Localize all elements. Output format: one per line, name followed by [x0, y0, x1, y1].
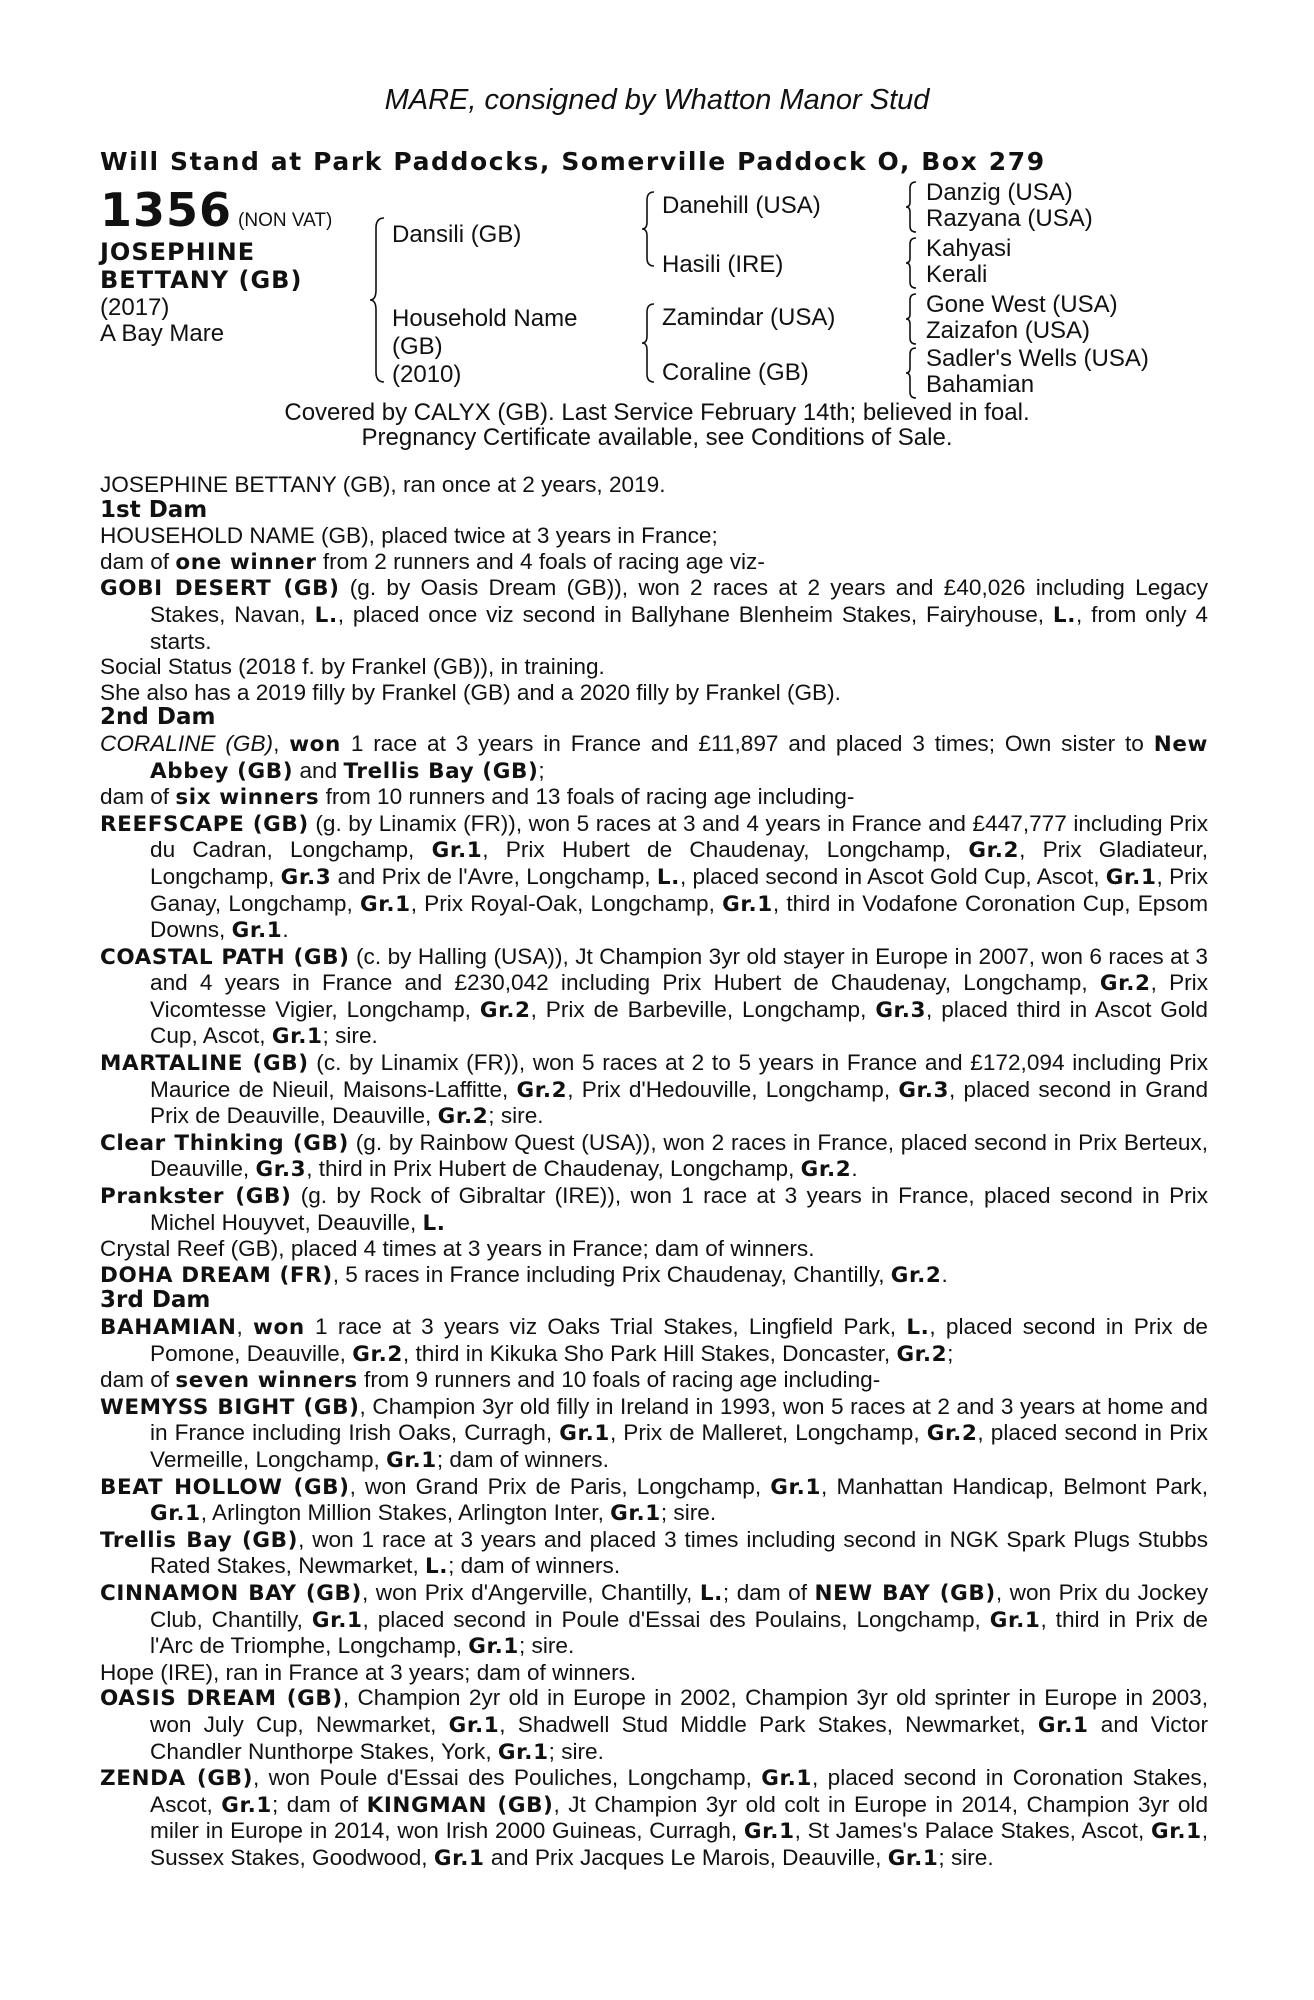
- produce-doha-dream: DOHA DREAM (FR), 5 races in France including Prix Chaudenay, Chantilly, Gr.2.: [100, 1261, 948, 1288]
- pedigree-brace-dd: [904, 346, 920, 400]
- pedigree-dds: Sadler's Wells (USA): [926, 345, 1149, 372]
- pedigree-sire-sire: Danehill (USA): [662, 192, 821, 219]
- produce-cinnamon-bay: CINNAMON BAY (GB), won Prix d'Angerville, Chantilly, L.; dam of NEW BAY (GB), won Prix du Jockey Club, Chantilly, Gr.1, placed second in Poule d'Essai des Poulains, Longchamp, Gr.1, third in Prix de l'Arc de Triomphe, Longchamp, Gr.1; sire.: [100, 1579, 1208, 1660]
- produce-clear-thinking: Clear Thinking (GB) (g. by Rainbow Quest (USA)), won 2 races in France, placed second in Prix Berteux, Deauville, Gr.3, third in Prix Hubert de Chaudenay, Longchamp, Gr.2.: [100, 1129, 1208, 1183]
- produce-martaline: MARTALINE (GB) (c. by Linamix (FR)), won 5 races at 2 to 5 years in France and £172,094 including Prix Maurice de Nieuil, Maisons-Laffitte, Gr.2, Prix d'Hedouville, Longchamp, Gr.3, placed second in Grand Prix de Deauville, Deauville, Gr.2; sire.: [100, 1050, 1209, 1130]
- produce-gobi-desert: GOBI DESERT (GB) (g. by Oasis Dream (GB)), won 2 races at 2 years and £40,026 including Legacy Stakes, Navan, L., placed once viz second in Ballyhane Blenheim Stakes, Fairyhouse, L., from only 4 starts.: [100, 575, 1209, 654]
- pedigree-sss: Danzig (USA): [926, 179, 1073, 206]
- pedigree-dam-line3: (2010): [392, 361, 462, 388]
- dam1-produce-line: dam of one winner from 2 runners and 4 foals of racing age viz-: [100, 548, 765, 575]
- pedigree-dss: Gone West (USA): [926, 291, 1118, 318]
- pedigree-brace-sire: [640, 190, 658, 268]
- pedigree-brace-main: [368, 216, 388, 384]
- produce-zenda: ZENDA (GB), won Poule d'Essai des Pouliches, Longchamp, Gr.1, placed second in Coronation Stakes, Ascot, Gr.1; dam of KINGMAN (GB), Jt Champion 3yr old colt in Europe in 2014, Champion 3yr old miler in Europe in 2014, won Irish 2000 Guineas, Curragh, Gr.1, St James's Palace Stakes, Ascot, Gr.1, Sussex Stakes, Goodwood, Gr.1 and Prix Jacques Le Marois, Deauville, Gr.1; sire.: [100, 1765, 1209, 1871]
- pedigree-dam-line2: (GB): [392, 333, 443, 360]
- produce-prankster: Prankster (GB) (g. by Rock of Gibraltar (IRE)), won 1 race at 3 years in France, placed second in Prix Michel Houyvet, Deauville, L.: [100, 1183, 1208, 1236]
- dam2-produce-line: dam of six winners from 10 runners and 13 foals of racing age including-: [100, 784, 855, 811]
- pedigree-brace-ss: [904, 180, 920, 234]
- produce-coastal-path: COASTAL PATH (GB) (c. by Halling (USA)), Jt Champion 3yr old stayer in Europe in 2007, won 6 races at 3 and 4 years in France and £230,042 including Prix Hubert de Chaudenay, Longchamp, Gr.2, Prix Vicomtesse Vigier, Longchamp, Gr.2, Prix de Barbeville, Longchamp, Gr.3, placed third in Ascot Gold Cup, Ascot, Gr.1; sire.: [100, 943, 1208, 1050]
- pedigree-ddd: Bahamian: [926, 371, 1035, 398]
- horse-name-line1: JOSEPHINE: [100, 238, 256, 266]
- lot-number-block: [100, 183, 332, 237]
- dam3-line: BAHAMIAN, won 1 race at 3 years viz Oaks Trial Stakes, Lingfield Park, L., placed second in Prix de Pomone, Deauville, Gr.2, third in Kikuka Sho Park Hill Stakes, Doncaster, Gr.2;: [100, 1314, 1209, 1367]
- pedigree-ssd: Razyana (USA): [926, 205, 1093, 232]
- horse-description: A Bay Mare: [100, 320, 225, 347]
- section-3rd-dam: 3rd Dam: [100, 1287, 211, 1314]
- pedigree-brace-sd: [904, 236, 920, 290]
- section-1st-dam: 1st Dam: [100, 496, 208, 523]
- lot-number: 1356: [100, 183, 233, 237]
- pedigree-dam-line1: Household Name: [392, 305, 578, 332]
- produce-crystal-reef: Crystal Reef (GB), placed 4 times at 3 years in France; dam of winners.: [100, 1236, 815, 1262]
- covered-line: Covered by CALYX (GB). Last Service February 14th; believed in foal.: [284, 399, 1030, 426]
- horse-year: (2017): [100, 294, 170, 321]
- dam1-line: HOUSEHOLD NAME (GB), placed twice at 3 years in France;: [100, 523, 718, 549]
- pedigree-brace-dam: [640, 302, 658, 384]
- produce-reefscape: REEFSCAPE (GB) (g. by Linamix (FR)), won 5 races at 3 and 4 years in France and £447,777 including Prix du Cadran, Longchamp, Gr.1, Prix Hubert de Chaudenay, Longchamp, Gr.2, Prix Gladiateur, Longchamp, Gr.3 and Prix de l'Avre, Longchamp, L., placed second in Ascot Gold Cup, Ascot, Gr.1, Prix Ganay, Longchamp, Gr.1, Prix Royal-Oak, Longchamp, Gr.1, third in Vodafone Coronation Cup, Epsom Downs, Gr.1.: [100, 810, 1209, 944]
- dam2-line: CORALINE (GB), won 1 race at 3 years in France and £11,897 and placed 3 times; Own sister to New Abbey (GB) and Trellis Bay (GB);: [100, 730, 1208, 784]
- pedigree-sire-dam: Hasili (IRE): [662, 251, 784, 278]
- catalogue-body: [100, 472, 1208, 1871]
- horse-name-line2: BETTANY (GB): [100, 266, 303, 294]
- vat-status: (NON VAT): [238, 210, 333, 231]
- pedigree-sire: Dansili (GB): [392, 221, 522, 248]
- produce-oasis-dream: OASIS DREAM (GB), Champion 2yr old in Europe in 2002, Champion 3yr old sprinter in Europe in 2003, won July Cup, Newmarket, Gr.1, Shadwell Stud Middle Park Stakes, Newmarket, Gr.1 and Victor Chandler Nunthorpe Stakes, York, Gr.1; sire.: [100, 1685, 1208, 1765]
- page-header: MARE, consigned by Whatton Manor Stud: [384, 84, 930, 116]
- pedigree-sds: Kahyasi: [926, 235, 1012, 262]
- produce-social-status: Social Status (2018 f. by Frankel (GB)), in training.: [100, 654, 605, 680]
- dam3-produce-line: dam of seven winners from 9 runners and 10 foals of racing age including-: [100, 1367, 881, 1394]
- pedigree-dsd: Zaizafon (USA): [926, 317, 1091, 344]
- pedigree-sdd: Kerali: [926, 261, 988, 288]
- stand-location: Will Stand at Park Paddocks, Somerville Paddock O, Box 279: [100, 147, 1046, 176]
- pregnancy-line: Pregnancy Certificate available, see Conditions of Sale.: [361, 424, 953, 451]
- intro-line: JOSEPHINE BETTANY (GB), ran once at 2 years, 2019.: [100, 472, 666, 497]
- produce-hope: Hope (IRE), ran in France at 3 years; dam of winners.: [100, 1659, 637, 1685]
- produce-trellis-bay: Trellis Bay (GB), won 1 race at 3 years and placed 3 times including second in NGK Spark Plugs Stubbs Rated Stakes, Newmarket, L.; dam of winners.: [100, 1526, 1209, 1580]
- pedigree-brace-ds: [904, 292, 920, 346]
- produce-beat-hollow: BEAT HOLLOW (GB), won Grand Prix de Paris, Longchamp, Gr.1, Manhattan Handicap, Belmont Park, Gr.1, Arlington Million Stakes, Arlington Inter, Gr.1; sire.: [100, 1473, 1208, 1527]
- produce-wemyss-bight: WEMYSS BIGHT (GB), Champion 3yr old filly in Ireland in 1993, won 5 races at 2 and 3 years at home and in France including Irish Oaks, Curragh, Gr.1, Prix de Malleret, Longchamp, Gr.2, placed second in Prix Vermeille, Longchamp, Gr.1; dam of winners.: [100, 1393, 1209, 1473]
- dam1-also: She also has a 2019 filly by Frankel (GB) and a 2020 filly by Frankel (GB).: [100, 679, 841, 705]
- pedigree-dam-sire: Zamindar (USA): [662, 304, 836, 331]
- pedigree-dam-dam: Coraline (GB): [662, 359, 809, 386]
- section-2nd-dam: 2nd Dam: [100, 704, 216, 731]
